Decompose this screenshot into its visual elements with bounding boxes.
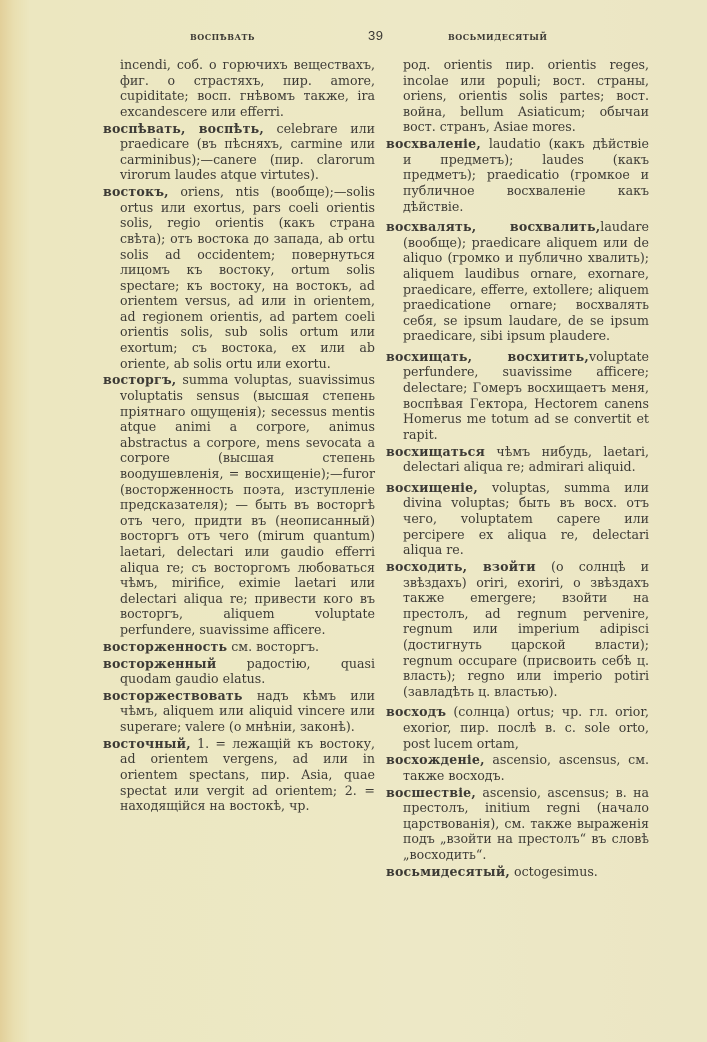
dictionary-entry <box>386 864 649 880</box>
definition: oriens, ntis (вообще);—solis ortus или exortus, pars coeli orientis solis, regio orientis (какъ страна свѣта); отъ востока до запада, ab ortu solis ad occidentem; повернуться лицомъ къ востоку, ortum solis spectare; къ востоку, на востокъ, ad orientem versus, ad или in orientem, ad regionem orientis, ad partem coeli orientis solis, sub solis ortum или exortum; съ востока, ex или ab oriente, ab solis ortu или exortu. <box>120 184 375 371</box>
definition: octogesimus. <box>509 863 598 879</box>
page-header <box>0 28 707 48</box>
dictionary-entry <box>103 57 375 119</box>
dictionary-entry <box>386 559 649 699</box>
headword: восторженность <box>103 638 228 654</box>
definition: ascensio, ascensus, см. также восходъ. <box>403 752 649 783</box>
headword: восьмидесятый, <box>386 863 510 879</box>
dictionary-entry <box>386 136 649 214</box>
headword: восторжествовать <box>103 687 243 703</box>
dictionary-entry <box>386 704 649 751</box>
headword: восшествіе, <box>386 784 476 800</box>
left-column <box>103 57 375 815</box>
headword: восхищеніе, <box>386 479 478 495</box>
definition: радостію, quasi quodam gaudio elatus. <box>120 655 375 687</box>
definition: род. orientis пир. orientis reges, incolae или populi; вост. страны, oriens, orientis solis partes; вост. война, bellum Asiaticum; обычаи вост. странъ, Asiae mores. <box>403 57 649 135</box>
dictionary-entry <box>386 785 649 863</box>
definition: 1. = лежащій къ востоку, ad orientem vergens, ad или in orientem spectans, пир. Asia, quae spectat или vergit ad orientem; 2. = находящійся на востокѣ, чр. <box>120 735 375 814</box>
headword: восхожденіе, <box>386 752 485 768</box>
headword: восторгъ, <box>103 372 177 388</box>
dictionary-entry <box>103 121 375 183</box>
dictionary-entry <box>103 656 375 687</box>
headword: воспѣвать, воспѣть, <box>103 120 264 136</box>
page-number: 39 <box>368 28 384 43</box>
headword: восхищать, восхитить, <box>386 348 590 364</box>
dictionary-entry <box>386 219 649 344</box>
dictionary-entry <box>386 57 649 135</box>
dictionary-entry <box>103 372 375 637</box>
headword: восхищаться <box>386 443 485 459</box>
headword: востокъ, <box>103 184 169 200</box>
definition: (солнца) ortus; чр. гл. orior, exorior, пир. послѣ в. с. sole orto, post lucem ortam, <box>403 704 649 751</box>
dictionary-entry <box>386 752 649 783</box>
definition: надъ кѣмъ или чѣмъ, aliquem или aliquid vincere или superare; valere (о мнѣніи, законѣ). <box>120 687 375 735</box>
dictionary-entry <box>103 184 375 371</box>
dictionary-entry <box>103 688 375 735</box>
definition: incendi, соб. о горючихъ веществахъ, фиг. о страстяхъ, пир. amore, cupiditate; восп. гнѣвомъ также, ira excandescere или efferri. <box>120 57 375 119</box>
headword: восхваленіе, <box>386 136 481 152</box>
definition: celebrare или praedicare (въ пѣсняхъ, carmine или carminibus);—canere (пир. clarorum virorum laudes atque virtutes). <box>120 120 375 183</box>
definition: voluptate perfundere, suavissime afficere; delectare; Гомеръ восхищаетъ меня, воспѣвая Гектора, Hectorem canens Homerus me totum ad se convertit et rapit. <box>403 348 649 442</box>
right-column <box>386 57 649 881</box>
definition: laudare (вообще); praedicare aliquem или de aliquo (громко и публично хвалить); aliquem laudibus ornare, exornare, praedicare, efferre, extollere; aliquem praedicatione ornare; восхвалять себя, se ipsum laudare, de se ipsum praedicare, sibi ipsum plaudere. <box>403 219 649 344</box>
headword: восхвалять, восхвалить, <box>386 219 601 235</box>
headword: восходить, взойти <box>386 558 536 574</box>
definition: laudatio (какъ дѣйствіе и предметъ); laudes (какъ предметъ); praedicatio (громкое и публичное восхваленіе какъ дѣйствіе. <box>403 136 649 214</box>
definition: чѣмъ нибудь, laetari, delectari aliqua re; admirari aliquid. <box>403 443 649 475</box>
headword: восторженный <box>103 655 217 671</box>
dictionary-entry <box>103 736 375 814</box>
dictionary-entry <box>386 444 649 475</box>
headword: восходъ <box>386 704 447 720</box>
definition: ascensio, ascensus; в. на престолъ, initium regni (начало царствованія), см. также выраженія подъ „взойти на престолъ“ въ словѣ „восходить“. <box>403 784 649 863</box>
dictionary-entry <box>386 480 649 558</box>
dictionary-entry <box>386 349 649 443</box>
headword: восточный, <box>103 735 191 751</box>
left-catchword: воспѣвать <box>190 30 256 43</box>
definition: см. восторгъ. <box>227 638 320 654</box>
dictionary-entry <box>103 639 375 655</box>
definition: (о солнцѣ и звѣздахъ) oriri, exoriri, о звѣздахъ также emergere; взойти на престолъ, ad regnum pervenire, regnum или imperium adipisci (достигнуть царской власти); regnum occupare (присвоить себѣ ц. власть); regno или imperio potiri (завладѣть ц. властью). <box>403 558 650 699</box>
right-catchword: восьмидесятый <box>448 30 548 43</box>
definition: summa voluptas, suavissimus voluptatis sensus (высшая степень пріятнаго ощущенія); secessus mentis atque animi a corpore, animus abstractus a corpore, mens sevocata a corpore (высшая степень воодушевленія, = восхищеніе);—furor (восторженность поэта, изступленіе предсказателя); — быть въ восторгѣ отъ чего, придти въ (неописанный) восторгъ отъ чего (mirum quantum) laetari, delectari или gaudio efferri aliqua re; съ восторгомъ любоваться чѣмъ, mirifice, eximie laetari или delectari aliqua re; привести кого въ восторгъ, aliquem voluptate perfundere, suavissime afficere. <box>120 372 375 637</box>
definition: voluptas, summa или divina voluptas; быть въ восх. отъ чего, voluptatem capere или percipere ex aliqua re, delectari aliqua re. <box>403 479 649 558</box>
